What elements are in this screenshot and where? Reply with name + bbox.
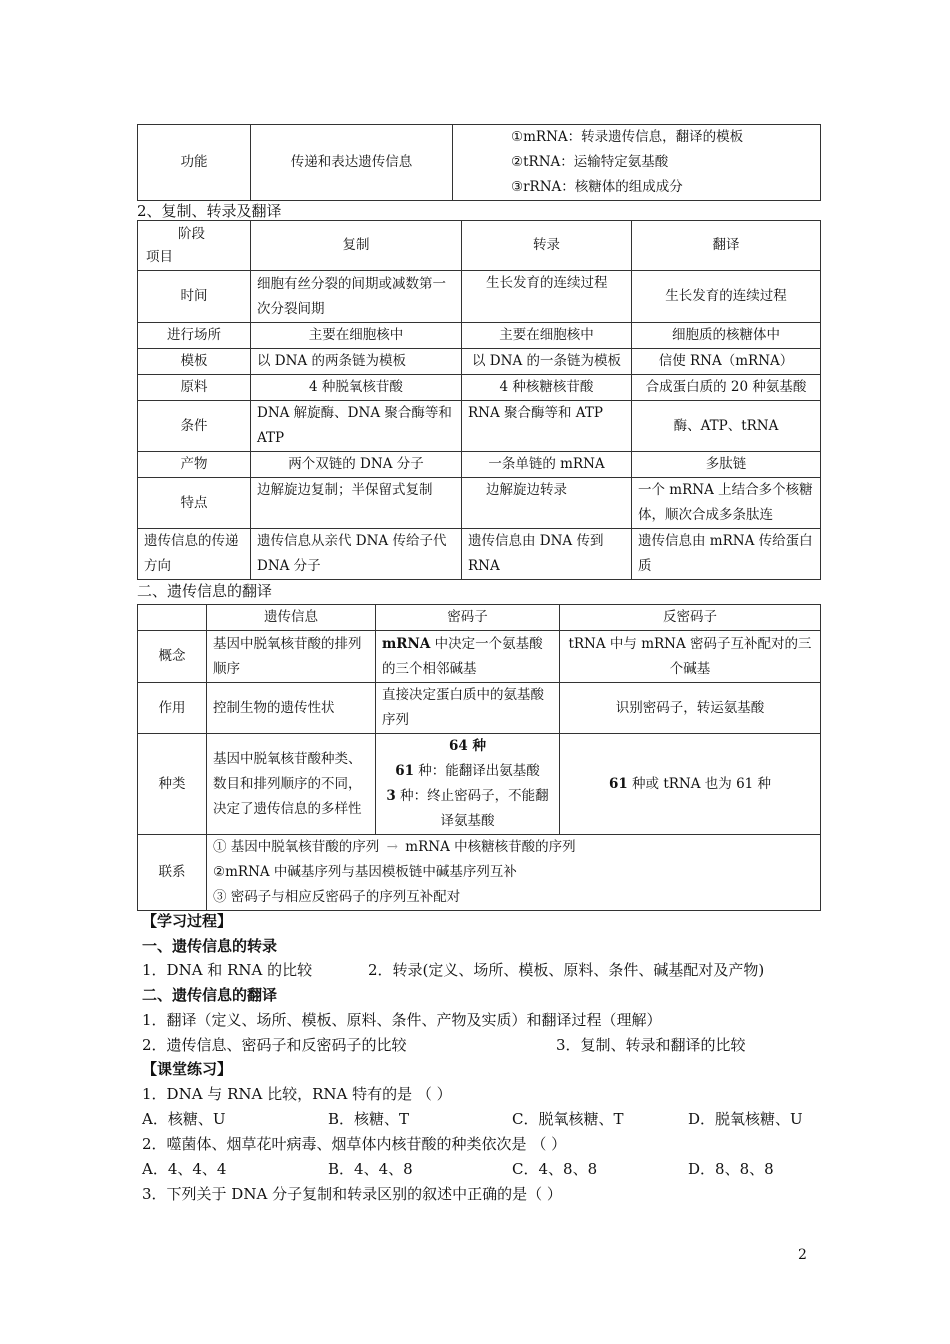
corner-stage: 阶段 xyxy=(178,226,205,242)
codon-concept-text: 中决定一个氨基酸的三个相邻碱基 xyxy=(382,635,543,677)
section-title-replication: 2、复制、转录及翻译 xyxy=(137,202,282,220)
cell: 遗传信息从亲代 DNA 传给子代 DNA 分子 xyxy=(251,529,462,580)
page-number: 2 xyxy=(798,1247,807,1263)
row-label: 特点 xyxy=(138,478,251,529)
function-genetic-info: 控制生物的遗传性状 xyxy=(207,683,376,734)
relation-line-2: ②mRNA 中碱基序列与基因模板链中碱基序列互补 xyxy=(213,864,517,880)
corner-item: 项目 xyxy=(146,249,173,265)
cell: 遗传信息由 mRNA 传给蛋白质 xyxy=(632,529,821,580)
rrna-function: ③rRNA：核糖体的组成成分 xyxy=(511,179,683,195)
row-label: 原料 xyxy=(138,375,251,401)
header-codon: 密码子 xyxy=(376,605,560,631)
row-label: 产物 xyxy=(138,452,251,478)
concept-anticodon: tRNA 中与 mRNA 密码子互补配对的三个碱基 xyxy=(560,631,821,683)
cell: 生长发育的连续过程 xyxy=(632,271,821,323)
cell: DNA 解旋酶、DNA 聚合酶等和 ATP xyxy=(251,401,462,452)
learning-section-1: 一、遗传信息的转录 xyxy=(142,937,278,955)
practice-title: 【课堂练习】 xyxy=(142,1060,233,1078)
relation-line-3: ③ 密码子与相应反密码子的序列互补配对 xyxy=(213,889,461,905)
q1-option-d: D．脱氧核糖、U xyxy=(688,1110,803,1128)
arrow-icon: → xyxy=(386,839,398,855)
cell: 细胞有丝分裂的间期或减数第一次分裂间期 xyxy=(251,271,462,323)
cell: 生长发育的连续过程 xyxy=(462,271,632,323)
genetic-info-codon-table xyxy=(137,604,821,911)
codon-stop: 3 种：终止密码子，不能翻译氨基酸 xyxy=(386,788,549,829)
row-label-kinds: 种类 xyxy=(138,734,207,835)
function-codon: 直接决定蛋白质中的氨基酸序列 xyxy=(376,683,560,734)
header-anticodon: 反密码子 xyxy=(560,605,821,631)
rna-function-list xyxy=(453,125,821,201)
cell: 遗传信息由 DNA 传到 RNA xyxy=(462,529,632,580)
cell: 信使 RNA（mRNA） xyxy=(632,349,821,375)
learning-section-2: 二、遗传信息的翻译 xyxy=(142,986,278,1004)
row-label-concept: 概念 xyxy=(138,631,207,683)
learning-process-title: 【学习过程】 xyxy=(142,912,233,930)
header-replication: 复制 xyxy=(251,221,462,271)
mrna-function: ①mRNA：转录遗传信息，翻译的模板 xyxy=(511,129,744,145)
cell: 细胞质的核糖体中 xyxy=(632,323,821,349)
function-anticodon: 识别密码子，转运氨基酸 xyxy=(560,683,821,734)
row-label-function: 作用 xyxy=(138,683,207,734)
cell: RNA 聚合酶等和 ATP xyxy=(462,401,632,452)
learning-s1-item2: 2．转录(定义、场所、模板、原料、条件、碱基配对及产物) xyxy=(368,961,765,979)
function-summary: 传递和表达遗传信息 xyxy=(251,125,453,201)
question-2: 2．噬菌体、烟草花叶病毒、烟草体内核苷酸的种类依次是 （ ） xyxy=(142,1135,567,1153)
q1-option-a: A．核糖、U xyxy=(142,1110,226,1128)
cell: 边解旋边转录 xyxy=(462,478,632,529)
q1-option-c: C．脱氧核糖、T xyxy=(512,1110,624,1128)
table-corner-header xyxy=(138,221,251,271)
rna-function-table xyxy=(137,124,821,201)
cell: 合成蛋白质的 20 种氨基酸 xyxy=(632,375,821,401)
row-label: 进行场所 xyxy=(138,323,251,349)
q1-option-b: B．核糖、T xyxy=(328,1110,410,1128)
concept-genetic-info: 基因中脱氧核苷酸的排列顺序 xyxy=(207,631,376,683)
codon-sense: 61 种：能翻译出氨基酸 xyxy=(395,763,540,779)
kinds-genetic-info: 基因中脱氧核苷酸种类、数目和排列顺序的不同，决定了遗传信息的多样性 xyxy=(207,734,376,835)
cell: 主要在细胞核中 xyxy=(251,323,462,349)
row-label: 遗传信息的传递方向 xyxy=(138,529,251,580)
kinds-anticodon: 61 种或 tRNA 也为 61 种 xyxy=(560,734,821,835)
kinds-codon xyxy=(376,734,560,835)
cell: 多肽链 xyxy=(632,452,821,478)
header-transcription: 转录 xyxy=(462,221,632,271)
cell: 以 DNA 的两条链为模板 xyxy=(251,349,462,375)
learning-s2-item3: 3．复制、转录和翻译的比较 xyxy=(556,1036,746,1054)
q2-option-d: D．8、8、8 xyxy=(688,1160,774,1178)
question-3: 3．下列关于 DNA 分子复制和转录区别的叙述中正确的是（ ） xyxy=(142,1185,562,1203)
trna-function: ②tRNA：运输特定氨基酸 xyxy=(511,154,669,170)
concept-codon xyxy=(376,631,560,683)
cell: 主要在细胞核中 xyxy=(462,323,632,349)
learning-s1-item1: 1．DNA 和 RNA 的比较 xyxy=(142,961,313,979)
cell: 4 种核糖核苷酸 xyxy=(462,375,632,401)
cell: 4 种脱氧核苷酸 xyxy=(251,375,462,401)
cell: 边解旋边复制；半保留式复制 xyxy=(251,478,462,529)
cell: 以 DNA 的一条链为模板 xyxy=(462,349,632,375)
row-label-relation: 联系 xyxy=(138,835,207,911)
q2-option-a: A．4、4、4 xyxy=(142,1160,227,1178)
header-translation: 翻译 xyxy=(632,221,821,271)
codon-mrna-bold: mRNA xyxy=(382,635,431,652)
cell: 两个双链的 DNA 分子 xyxy=(251,452,462,478)
relation-line-1: ① 基因中脱氧核苷酸的序列 → mRNA 中核糖核苷酸的序列 xyxy=(213,835,814,860)
section-title-translation: 二、遗传信息的翻译 xyxy=(137,582,273,600)
empty-header xyxy=(138,605,207,631)
codon-total: 64 种 xyxy=(449,738,486,754)
cell: 一个 mRNA 上结合多个核糖体，顺次合成多条肽连 xyxy=(632,478,821,529)
replication-transcription-translation-table xyxy=(137,220,821,580)
row-label: 模板 xyxy=(138,349,251,375)
header-genetic-info: 遗传信息 xyxy=(207,605,376,631)
q2-option-c: C．4、8、8 xyxy=(512,1160,598,1178)
row-label-function: 功能 xyxy=(138,125,251,201)
q2-option-b: B．4、4、8 xyxy=(328,1160,413,1178)
relation-content xyxy=(207,835,821,911)
learning-s2-item1: 1．翻译（定义、场所、模板、原料、条件、产物及实质）和翻译过程（理解） xyxy=(142,1011,662,1029)
question-1: 1．DNA 与 RNA 比较，RNA 特有的是 （ ） xyxy=(142,1085,452,1103)
row-label: 条件 xyxy=(138,401,251,452)
learning-s2-item2: 2．遗传信息、密码子和反密码子的比较 xyxy=(142,1036,407,1054)
row-label: 时间 xyxy=(138,271,251,323)
cell: 一条单链的 mRNA xyxy=(462,452,632,478)
cell: 酶、ATP、tRNA xyxy=(632,401,821,452)
